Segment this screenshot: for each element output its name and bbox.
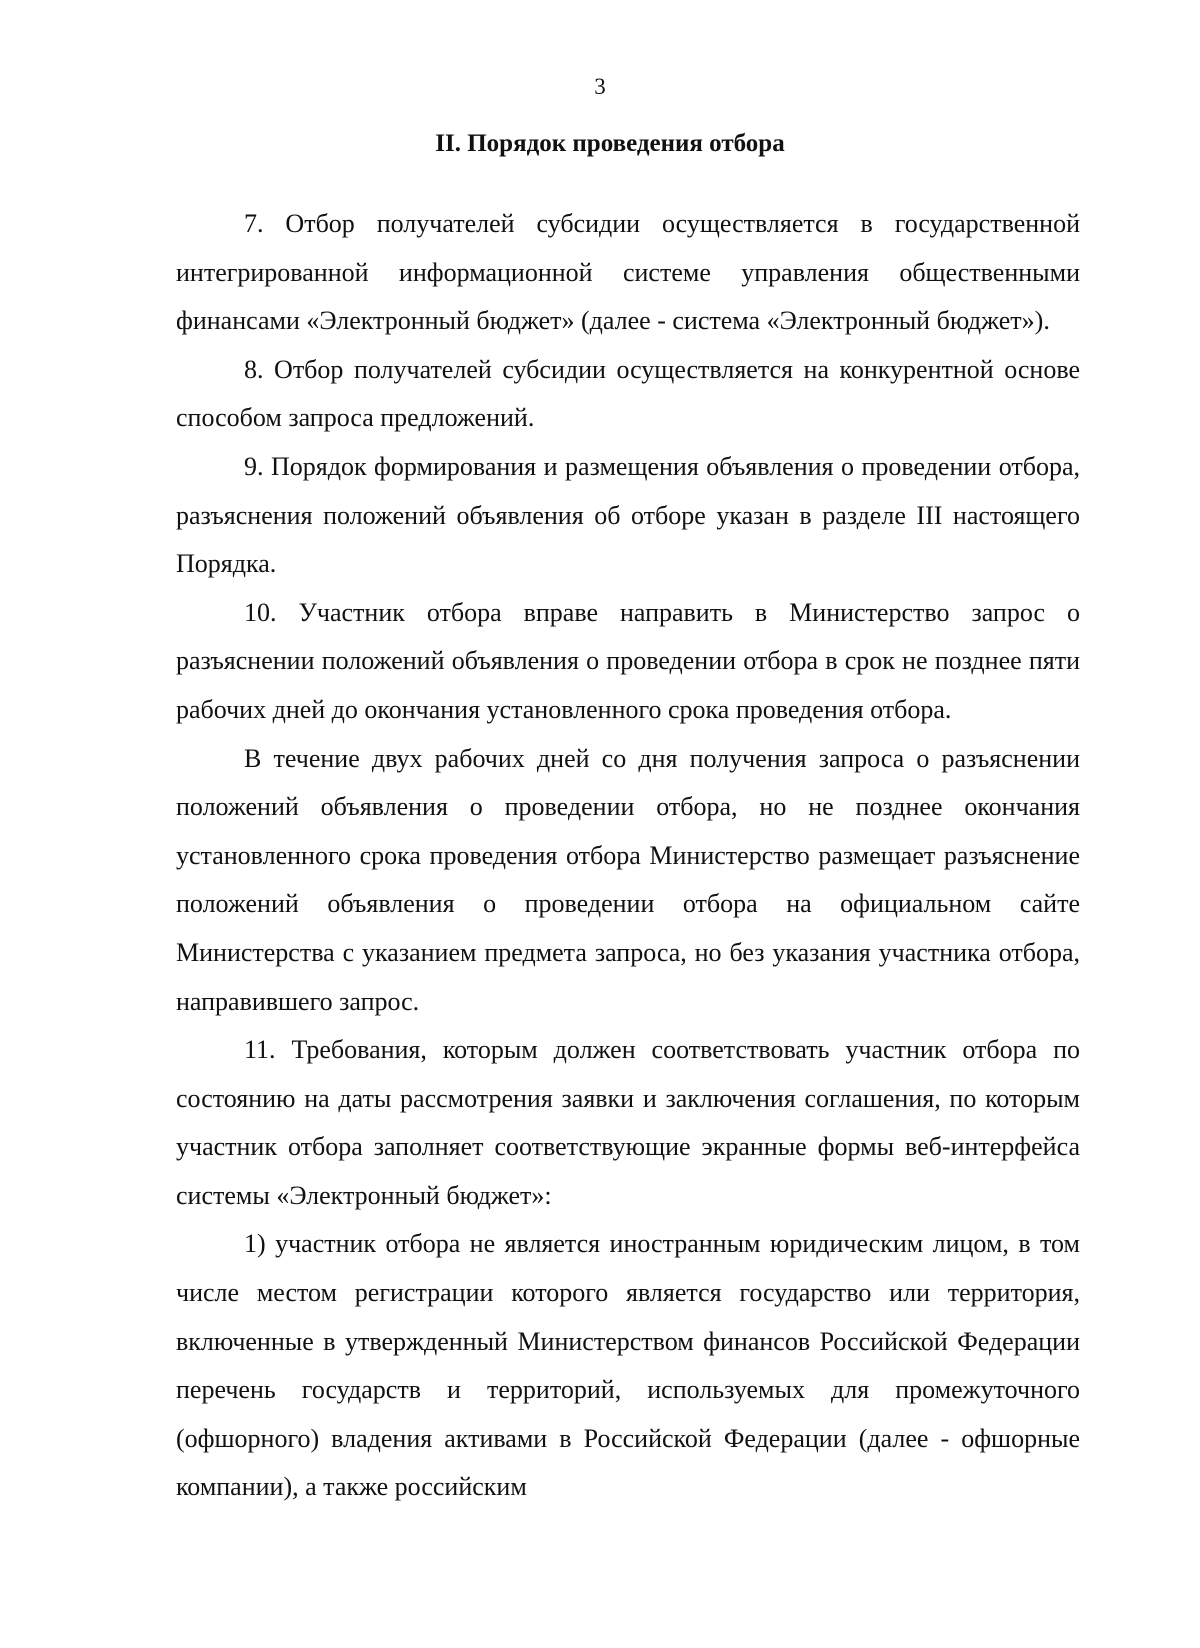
section-title: II. Порядок проведения отбора [435, 130, 785, 157]
paragraph-7: 7. Отбор получателей субсидии осуществляется в государственной интегрированной информационной системе управления общественными финансами «Электронный бюджет» (далее - система «Электронный бюджет»). [176, 209, 1080, 336]
paragraph-10-continued: В течение двух рабочих дней со дня получения запроса о разъяснении положений объявления о проведении отбора, но не позднее окончания установленного срока проведения отбора Министерство размещает разъяснение положений объявления о проведении отбора на официальном сайте Министерства с указанием предмета запроса, но без указания участника отбора, направившего запрос. [176, 743, 1080, 1016]
body-text [176, 200, 1080, 1512]
paragraph-8: 8. Отбор получателей субсидии осуществляется на конкурентной основе способом запроса предложений. [176, 354, 1080, 433]
page-number: 3 [594, 74, 606, 99]
paragraph-9: 9. Порядок формирования и размещения объявления о проведении отбора, разъяснения положений объявления об отборе указан в разделе III настоящего Порядка. [176, 451, 1080, 579]
paragraph-11: 11. Требования, которым должен соответствовать участник отбора по состоянию на даты рассмотрения заявки и заключения соглашения, по которым участник отбора заполняет соответствующие экранные формы веб-интерфейса системы «Электронный бюджет»: [176, 1035, 1080, 1210]
paragraph-11-item-1: 1) участник отбора не является иностранным юридическим лицом, в том числе местом регистрации которого является государство или территория, включенные в утвержденный Министерством финансов Российской Федерации перечень государств и территорий, используемых для промежуточного (офшорного) владения активами в Российской Федерации (далее - офшорные компании), а также российским [176, 1229, 1080, 1502]
paragraph-10: 10. Участник отбора вправе направить в Министерство запрос о разъяснении положений объявления о проведении отбора в срок не позднее пяти рабочих дней до окончания установленного срока проведения отбора. [176, 597, 1080, 724]
